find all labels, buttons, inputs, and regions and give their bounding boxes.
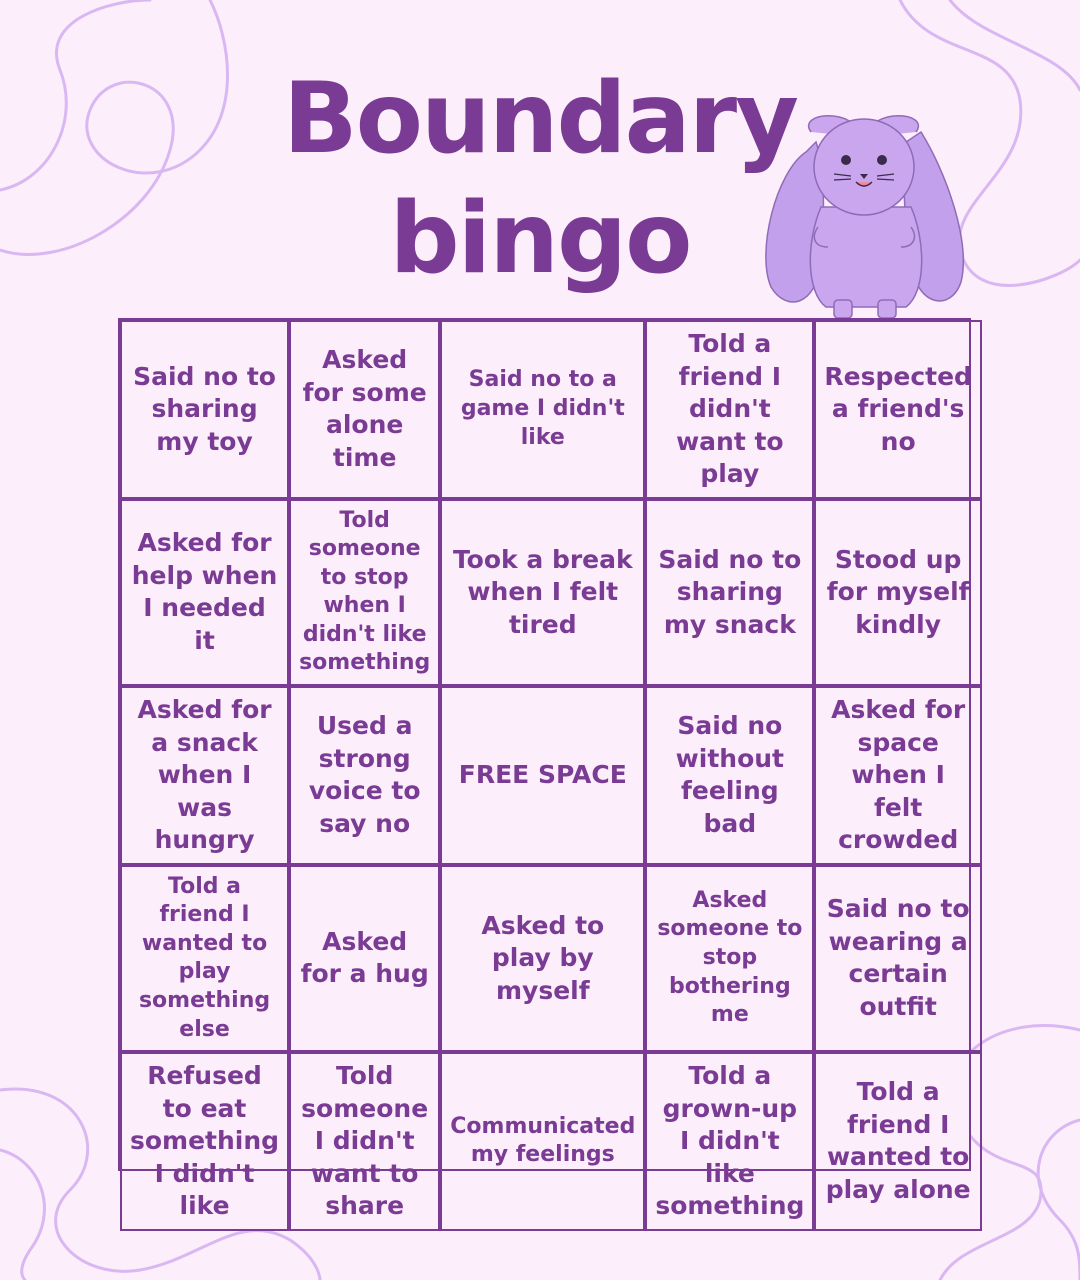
bingo-cell[interactable]: Communicated my feelings bbox=[440, 1052, 645, 1231]
bingo-cell[interactable]: Told a grown-up I didn't like something bbox=[645, 1052, 814, 1231]
bingo-cell[interactable]: Told a friend I wanted to play something else bbox=[120, 865, 289, 1053]
bingo-cell[interactable]: Asked for a hug bbox=[289, 865, 440, 1053]
bingo-cell[interactable]: Respected a friend's no bbox=[814, 320, 982, 499]
page-subtitle: bingo bbox=[389, 182, 691, 296]
page-title: Boundary bbox=[282, 62, 798, 176]
bingo-cell[interactable]: Asked to play by myself bbox=[440, 865, 645, 1053]
bingo-cell[interactable]: FREE SPACE bbox=[440, 686, 645, 865]
bingo-cell[interactable]: Told someone I didn't want to share bbox=[289, 1052, 440, 1231]
bunny-icon bbox=[756, 112, 970, 322]
bingo-cell[interactable]: Said no without feeling bad bbox=[645, 686, 814, 865]
bingo-cell[interactable]: Told a friend I didn't want to play bbox=[645, 320, 814, 499]
bingo-cell[interactable]: Said no to sharing my toy bbox=[120, 320, 289, 499]
bingo-cell[interactable]: Asked someone to stop bothering me bbox=[645, 865, 814, 1053]
bingo-cell[interactable]: Said no to wearing a certain outfit bbox=[814, 865, 982, 1053]
bingo-cell[interactable]: Took a break when I felt tired bbox=[440, 499, 645, 687]
bingo-cell[interactable]: Said no to a game I didn't like bbox=[440, 320, 645, 499]
bingo-cell[interactable]: Told someone to stop when I didn't like something bbox=[289, 499, 440, 687]
bingo-cell[interactable]: Said no to sharing my snack bbox=[645, 499, 814, 687]
bingo-cell[interactable]: Asked for space when I felt crowded bbox=[814, 686, 982, 865]
bingo-cell[interactable]: Refused to eat something I didn't like bbox=[120, 1052, 289, 1231]
bingo-cell[interactable]: Used a strong voice to say no bbox=[289, 686, 440, 865]
bingo-cell[interactable]: Asked for a snack when I was hungry bbox=[120, 686, 289, 865]
bingo-cell[interactable]: Asked for help when I needed it bbox=[120, 499, 289, 687]
bingo-cell[interactable]: Stood up for myself kindly bbox=[814, 499, 982, 687]
bingo-cell[interactable]: Asked for some alone time bbox=[289, 320, 440, 499]
bingo-board bbox=[118, 318, 972, 1221]
bingo-cell[interactable]: Told a friend I wanted to play alone bbox=[814, 1052, 982, 1231]
